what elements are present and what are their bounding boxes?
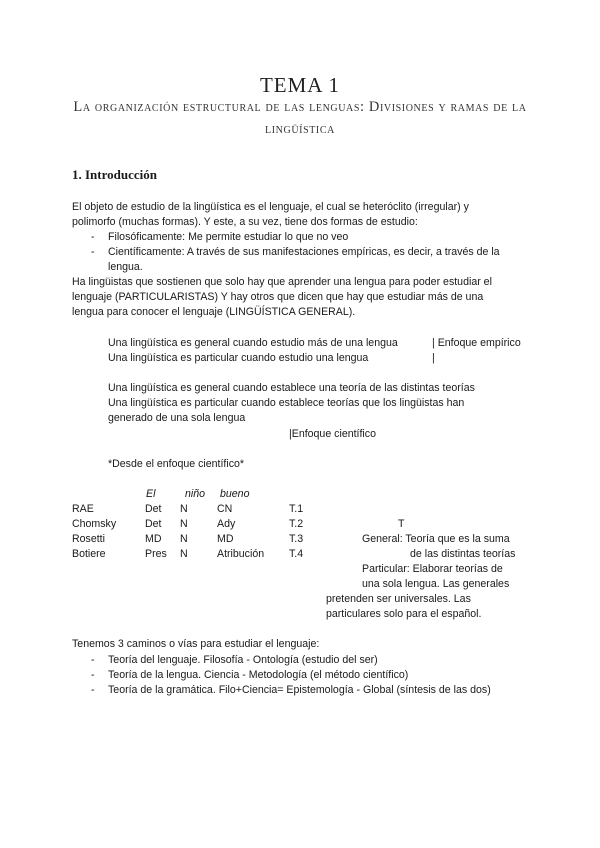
- para2-line-1: Ha lingüistas que sostienen que solo hay que aprender una lengua para poder estudiar el: [72, 276, 492, 288]
- camino-item: Teoría de la gramática. Filo+Ciencia= Epistemología - Global (síntesis de las dos): [108, 684, 491, 696]
- enfoque-line: generado de una sola lengua: [108, 412, 246, 424]
- table-cell: RAE: [72, 503, 94, 515]
- particular-note: Particular: Elaborar teorías de: [362, 563, 503, 575]
- table-cell: T.4: [289, 548, 304, 560]
- page-subtitle: La organización estructural de las lenguas: Divisiones y ramas de la lingüística: [73, 99, 527, 137]
- table-cell: MD: [217, 533, 234, 545]
- table-header: niño: [185, 488, 206, 500]
- caminos-intro: Tenemos 3 caminos o vías para estudiar el lenguaje:: [72, 638, 320, 650]
- bullet-dash: -: [91, 231, 95, 243]
- particular-note: particulares solo para el español.: [326, 608, 482, 620]
- table-cell: Pres: [145, 548, 167, 560]
- para2-line-3: lengua para conocer el lenguaje (LINGÜÍSTICA GENERAL).: [72, 306, 356, 318]
- table-header: bueno: [220, 488, 250, 500]
- table-cell: Det: [145, 518, 162, 530]
- table-cell: T.2: [289, 518, 304, 530]
- table-cell: N: [180, 503, 188, 515]
- bullet-dash: -: [91, 246, 95, 258]
- table-cell: CN: [217, 503, 233, 515]
- table-header: El: [146, 488, 156, 500]
- table-cell: T.1: [289, 503, 304, 515]
- enfoque-side: |Enfoque científico: [289, 428, 376, 440]
- particular-note: pretenden ser universales. Las: [326, 593, 471, 605]
- camino-item: Teoría de la lengua. Ciencia - Metodología (el método científico): [108, 669, 409, 681]
- enfoque-side: |: [432, 352, 435, 364]
- general-note: General: Teoría que es la suma: [362, 533, 510, 545]
- bullet-dash: -: [91, 669, 95, 681]
- intro-line-2: polimorfo (muchas formas). Y este, a su vez, tiene dos formas de estudio:: [72, 216, 418, 228]
- bullet-item-cont: lengua.: [108, 261, 143, 273]
- desde-note: *Desde el enfoque científico*: [108, 458, 245, 470]
- bullet-dash: -: [91, 684, 95, 696]
- table-cell: Atribución: [217, 548, 265, 560]
- t-mark: T: [398, 518, 405, 530]
- table-cell: Det: [145, 503, 162, 515]
- bullet-item: Científicamente: A través de sus manifestaciones empíricas, es decir, a través de la: [108, 246, 500, 258]
- table-cell: Botiere: [72, 548, 106, 560]
- camino-item: Teoría del lenguaje. Filosofía - Ontología (estudio del ser): [108, 654, 378, 666]
- bullet-dash: -: [91, 654, 95, 666]
- enfoque-side: | Enfoque empírico: [432, 337, 521, 349]
- particular-note: una sola lengua. Las generales: [362, 578, 510, 590]
- enfoque-line: Una lingüística es general cuando establece una teoría de las distintas teorías: [108, 382, 475, 394]
- section-heading: 1. Introducción: [72, 167, 157, 182]
- table-cell: Rosetti: [72, 533, 105, 545]
- table-cell: T.3: [289, 533, 304, 545]
- enfoque-line: Una lingüística es particular cuando estudio una lengua: [108, 352, 369, 364]
- table-cell: Chomsky: [72, 518, 117, 530]
- general-note: de las distintas teorías: [410, 548, 516, 560]
- table-cell: N: [180, 533, 188, 545]
- intro-line-1: El objeto de estudio de la lingüística es el lenguaje, el cual se heteróclito (irregular) y: [72, 201, 469, 213]
- table-cell: N: [180, 518, 188, 530]
- table-cell: Ady: [217, 518, 236, 530]
- para2-line-2: lenguaje (PARTICULARISTAS) Y hay otros que dicen que hay que estudiar más de una: [72, 291, 484, 303]
- enfoque-line: Una lingüística es particular cuando establece teorías que los lingüistas han: [108, 397, 465, 409]
- bullet-item: Filosóficamente: Me permite estudiar lo que no veo: [108, 231, 349, 243]
- enfoque-line: Una lingüística es general cuando estudio más de una lengua: [108, 337, 398, 349]
- table-cell: MD: [145, 533, 162, 545]
- table-cell: N: [180, 548, 188, 560]
- page-title: TEMA 1: [259, 73, 341, 97]
